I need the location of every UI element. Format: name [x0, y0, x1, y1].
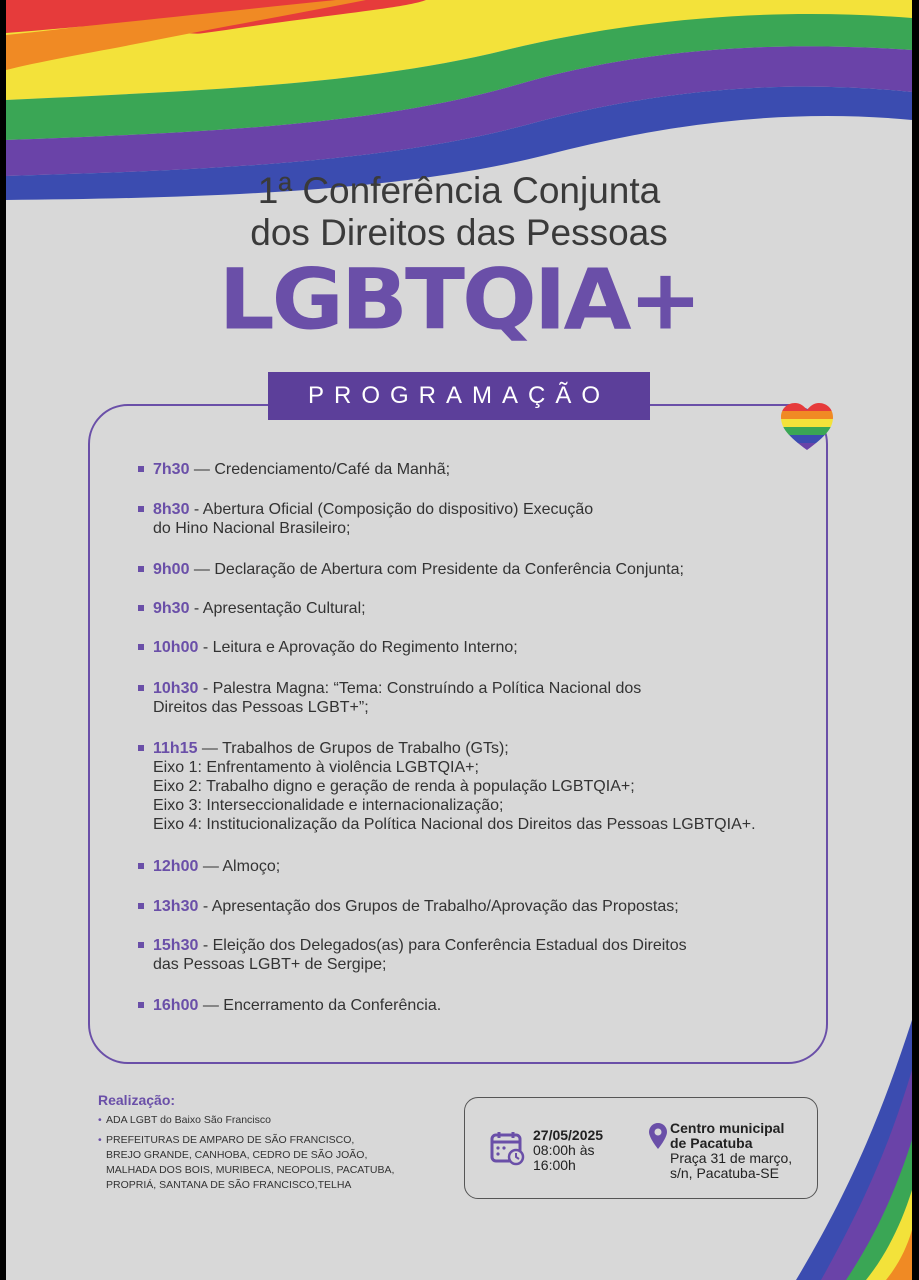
program-time: 9h30 [153, 600, 190, 617]
program-item [153, 996, 813, 1015]
realizacao-line: PROPRIÁ, SANTANA DE SÃO FRANCISCO,TELHA [106, 1179, 352, 1191]
program-banner: PROGRAMAÇÃO [268, 372, 650, 420]
title-line-2: dos Direitos das Pessoas [250, 212, 668, 253]
program-item [153, 460, 813, 479]
event-time-1: 08:00h às [533, 1142, 595, 1158]
program-time: 9h00 [153, 561, 190, 578]
calendar-clock-icon [490, 1130, 526, 1166]
program-text: Eixo 3: Interseccionalidade e internacionalização; [153, 797, 504, 814]
program-line [153, 996, 813, 1015]
poster [6, 0, 912, 1280]
program-text: das Pessoas LGBT+ de Sergipe; [153, 956, 387, 973]
program-text: — Credenciamento/Café da Manhã; [189, 461, 451, 478]
place-name-2: de Pacatuba [670, 1135, 753, 1151]
program-text: Eixo 2: Trabalho digno e geração de renda à população LGBTQIA+; [153, 778, 635, 795]
program-line [153, 698, 813, 717]
rainbow-heart-icon [780, 402, 834, 452]
event-date-time [533, 1128, 603, 1173]
program-time: 12h00 [153, 858, 199, 875]
map-pin-icon [648, 1122, 668, 1150]
program-text: — Almoço; [198, 858, 281, 875]
program-line [153, 599, 813, 618]
place-name-1: Centro municipal [670, 1120, 785, 1136]
place-addr-1: Praça 31 de março, [670, 1150, 793, 1166]
program-item [153, 936, 813, 974]
program-line [153, 857, 813, 876]
program-item [153, 897, 813, 916]
realizacao-item [98, 1113, 438, 1128]
program-text: - Abertura Oficial (Composição do dispositivo) Execução [189, 501, 594, 518]
program-time: 7h30 [153, 461, 190, 478]
program-line [153, 897, 813, 916]
program-line [153, 796, 813, 815]
program-time: 8h30 [153, 501, 190, 518]
event-time-2: 16:00h [533, 1157, 576, 1173]
program-time: 10h00 [153, 639, 199, 656]
program-text: - Eleição dos Delegados(as) para Conferência Estadual dos Direitos [198, 937, 687, 954]
program-text: - Leitura e Aprovação do Regimento Interno; [198, 639, 518, 656]
program-time: 11h15 [153, 740, 198, 757]
program-item [153, 739, 813, 834]
program-text: — Encerramento da Conferência. [198, 997, 442, 1014]
program-item [153, 560, 813, 579]
program-item [153, 638, 813, 657]
program-line [153, 460, 813, 479]
realizacao-item [98, 1133, 438, 1193]
program-line [153, 815, 813, 834]
program-line [153, 679, 813, 698]
program-time: 13h30 [153, 898, 199, 915]
program-item [153, 500, 813, 538]
program-text: - Palestra Magna: “Tema: Construíndo a Política Nacional dos [198, 680, 642, 697]
title-lgbtqia: LGBTQIA+ [218, 250, 700, 349]
program-line [153, 500, 813, 519]
program-text: Direitos das Pessoas LGBT+”; [153, 699, 369, 716]
program-text: Eixo 4: Institucionalização da Política Nacional dos Direitos das Pessoas LGBTQIA+. [153, 816, 756, 833]
program-item [153, 599, 813, 618]
program-item [153, 857, 813, 876]
program-time: 16h00 [153, 997, 199, 1014]
program-text: — Trabalhos de Grupos de Trabalho (GTs); [197, 740, 509, 757]
program-line [153, 519, 813, 538]
program-text: do Hino Nacional Brasileiro; [153, 520, 351, 537]
program-text: — Declaração de Abertura com Presidente da Conferência Conjunta; [189, 561, 684, 578]
realizacao-title: Realização: [98, 1092, 176, 1108]
program-line [153, 739, 813, 758]
program-time: 15h30 [153, 937, 199, 954]
program-line [153, 955, 813, 974]
program-text: - Apresentação dos Grupos de Trabalho/Aprovação das Propostas; [198, 898, 679, 915]
program-text: - Apresentação Cultural; [189, 600, 366, 617]
program-line [153, 777, 813, 796]
program-time: 10h30 [153, 680, 199, 697]
place-addr-2: s/n, Pacatuba-SE [670, 1165, 779, 1181]
program-line [153, 758, 813, 777]
program-line [153, 936, 813, 955]
title-line-1: 1ª Conferência Conjunta [257, 170, 661, 211]
program-line [153, 560, 813, 579]
realizacao-line: MALHADA DOS BOIS, MURIBECA, NEOPOLIS, PACATUBA, [106, 1164, 395, 1176]
realizacao-line: • PREFEITURAS DE AMPARO DE SÃO FRANCISCO, [106, 1134, 355, 1146]
event-place [670, 1121, 792, 1181]
event-date: 27/05/2025 [533, 1127, 604, 1143]
program-text: Eixo 1: Enfrentamento à violência LGBTQIA+; [153, 759, 479, 776]
program-line [153, 638, 813, 657]
program-item [153, 679, 813, 717]
realizacao-line: BREJO GRANDE, CANHOBA, CEDRO DE SÃO JOÃO, [106, 1149, 368, 1161]
realizacao-line: • ADA LGBT do Baixo São Francisco [106, 1114, 271, 1126]
